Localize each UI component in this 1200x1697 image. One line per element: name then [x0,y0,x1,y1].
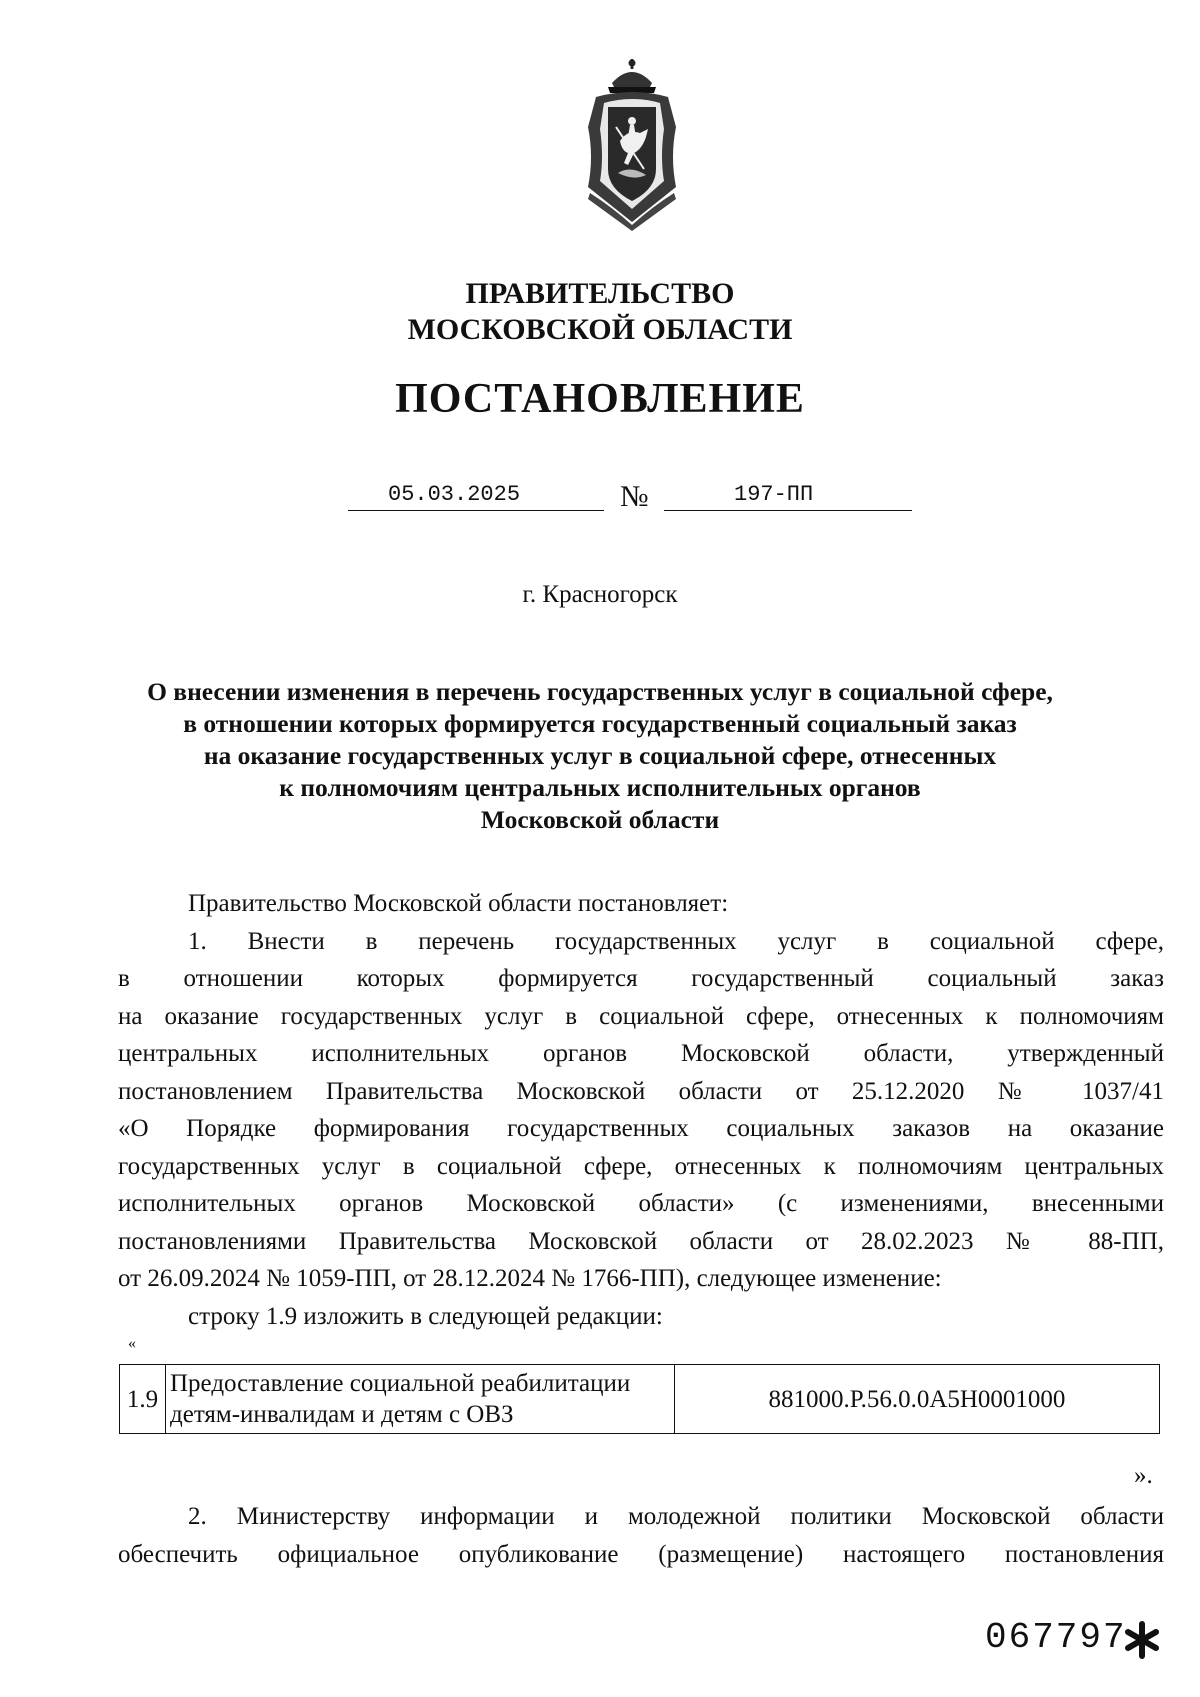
body-line: исполнительных органов Московской области» (с изменениями, внесенными [118,1190,1164,1217]
number-underline [664,510,912,511]
closing-quote: ». [1134,1462,1153,1489]
body-line: в отношении которых формируется государственный социальный заказ [118,965,1164,992]
table-row [120,1365,1160,1434]
title-line: Московской области [480,805,720,834]
document-body [118,885,1164,1335]
body-line: постановлением Правительства Московской области от 25.12.2020 № 1037/41 [118,1077,1164,1105]
services-table [119,1364,1160,1434]
opening-quote: « [128,1335,136,1352]
serial-number: 067797 [985,1617,1127,1658]
title-line: О внесении изменения в перечень государственных услуг в социальной сфере, [147,677,1053,706]
city: г. Красногорск [522,581,678,608]
number-sign: № [620,480,649,513]
service-name: Предоставление социальной реабилитации детям-инвалидам и детям с ОВЗ [166,1365,675,1434]
body-line: обеспечить официальное опубликование (размещение) настоящего постановления [118,1540,1164,1568]
instruction: строку 1.9 изложить в следующей редакции: [188,1302,663,1330]
registry-code: 881000.Р.56.0.0А5Н0001000 [675,1365,1160,1434]
body-line: 1. Внести в перечень государственных услуг в социальной сфере, [188,927,1164,955]
paragraph-2 [118,1498,1164,1573]
asterisk-icon [1122,1620,1162,1660]
preamble: Правительство Московской области постановляет: [188,890,729,917]
body-line: государственных услуг в социальной сфере, отнесенных к полномочиям центральных [118,1152,1164,1180]
body-line: на оказание государственных услуг в социальной сфере, отнесенных к полномочиям [118,1002,1164,1030]
body-line: от 26.09.2024 № 1059-ПП, от 28.12.2024 № 1766-ПП), следующее изменение: [118,1265,942,1292]
document-date: 05.03.2025 [388,482,521,507]
body-line: постановлениями Правительства Московской области от 28.02.2023 № 88-ПП, [118,1227,1164,1255]
title-line: к полномочиям центральных исполнительных органов [279,773,921,802]
title-line: на оказание государственных услуг в социальной сфере, отнесенных [203,741,997,770]
authority-line: МОСКОВСКОЙ ОБЛАСТИ [407,313,793,346]
body-line: центральных исполнительных органов Московской области, утвержденный [118,1040,1164,1067]
authority-line: ПРАВИТЕЛЬСТВО [465,277,735,310]
authority-name [0,276,1200,348]
document-type: ПОСТАНОВЛЕНИЕ [395,376,805,422]
coat-of-arms-emblem [572,57,692,232]
document-number: 197-ПП [734,482,814,507]
date-underline [348,510,604,511]
body-line: «О Порядке формирования государственных социальных заказов на оказание [118,1115,1164,1142]
row-number: 1.9 [120,1365,166,1434]
document-title [0,676,1200,836]
body-line: 2. Министерству информации и молодежной политики Московской области [188,1503,1164,1530]
title-line: в отношении которых формируется государственный социальный заказ [183,709,1017,738]
